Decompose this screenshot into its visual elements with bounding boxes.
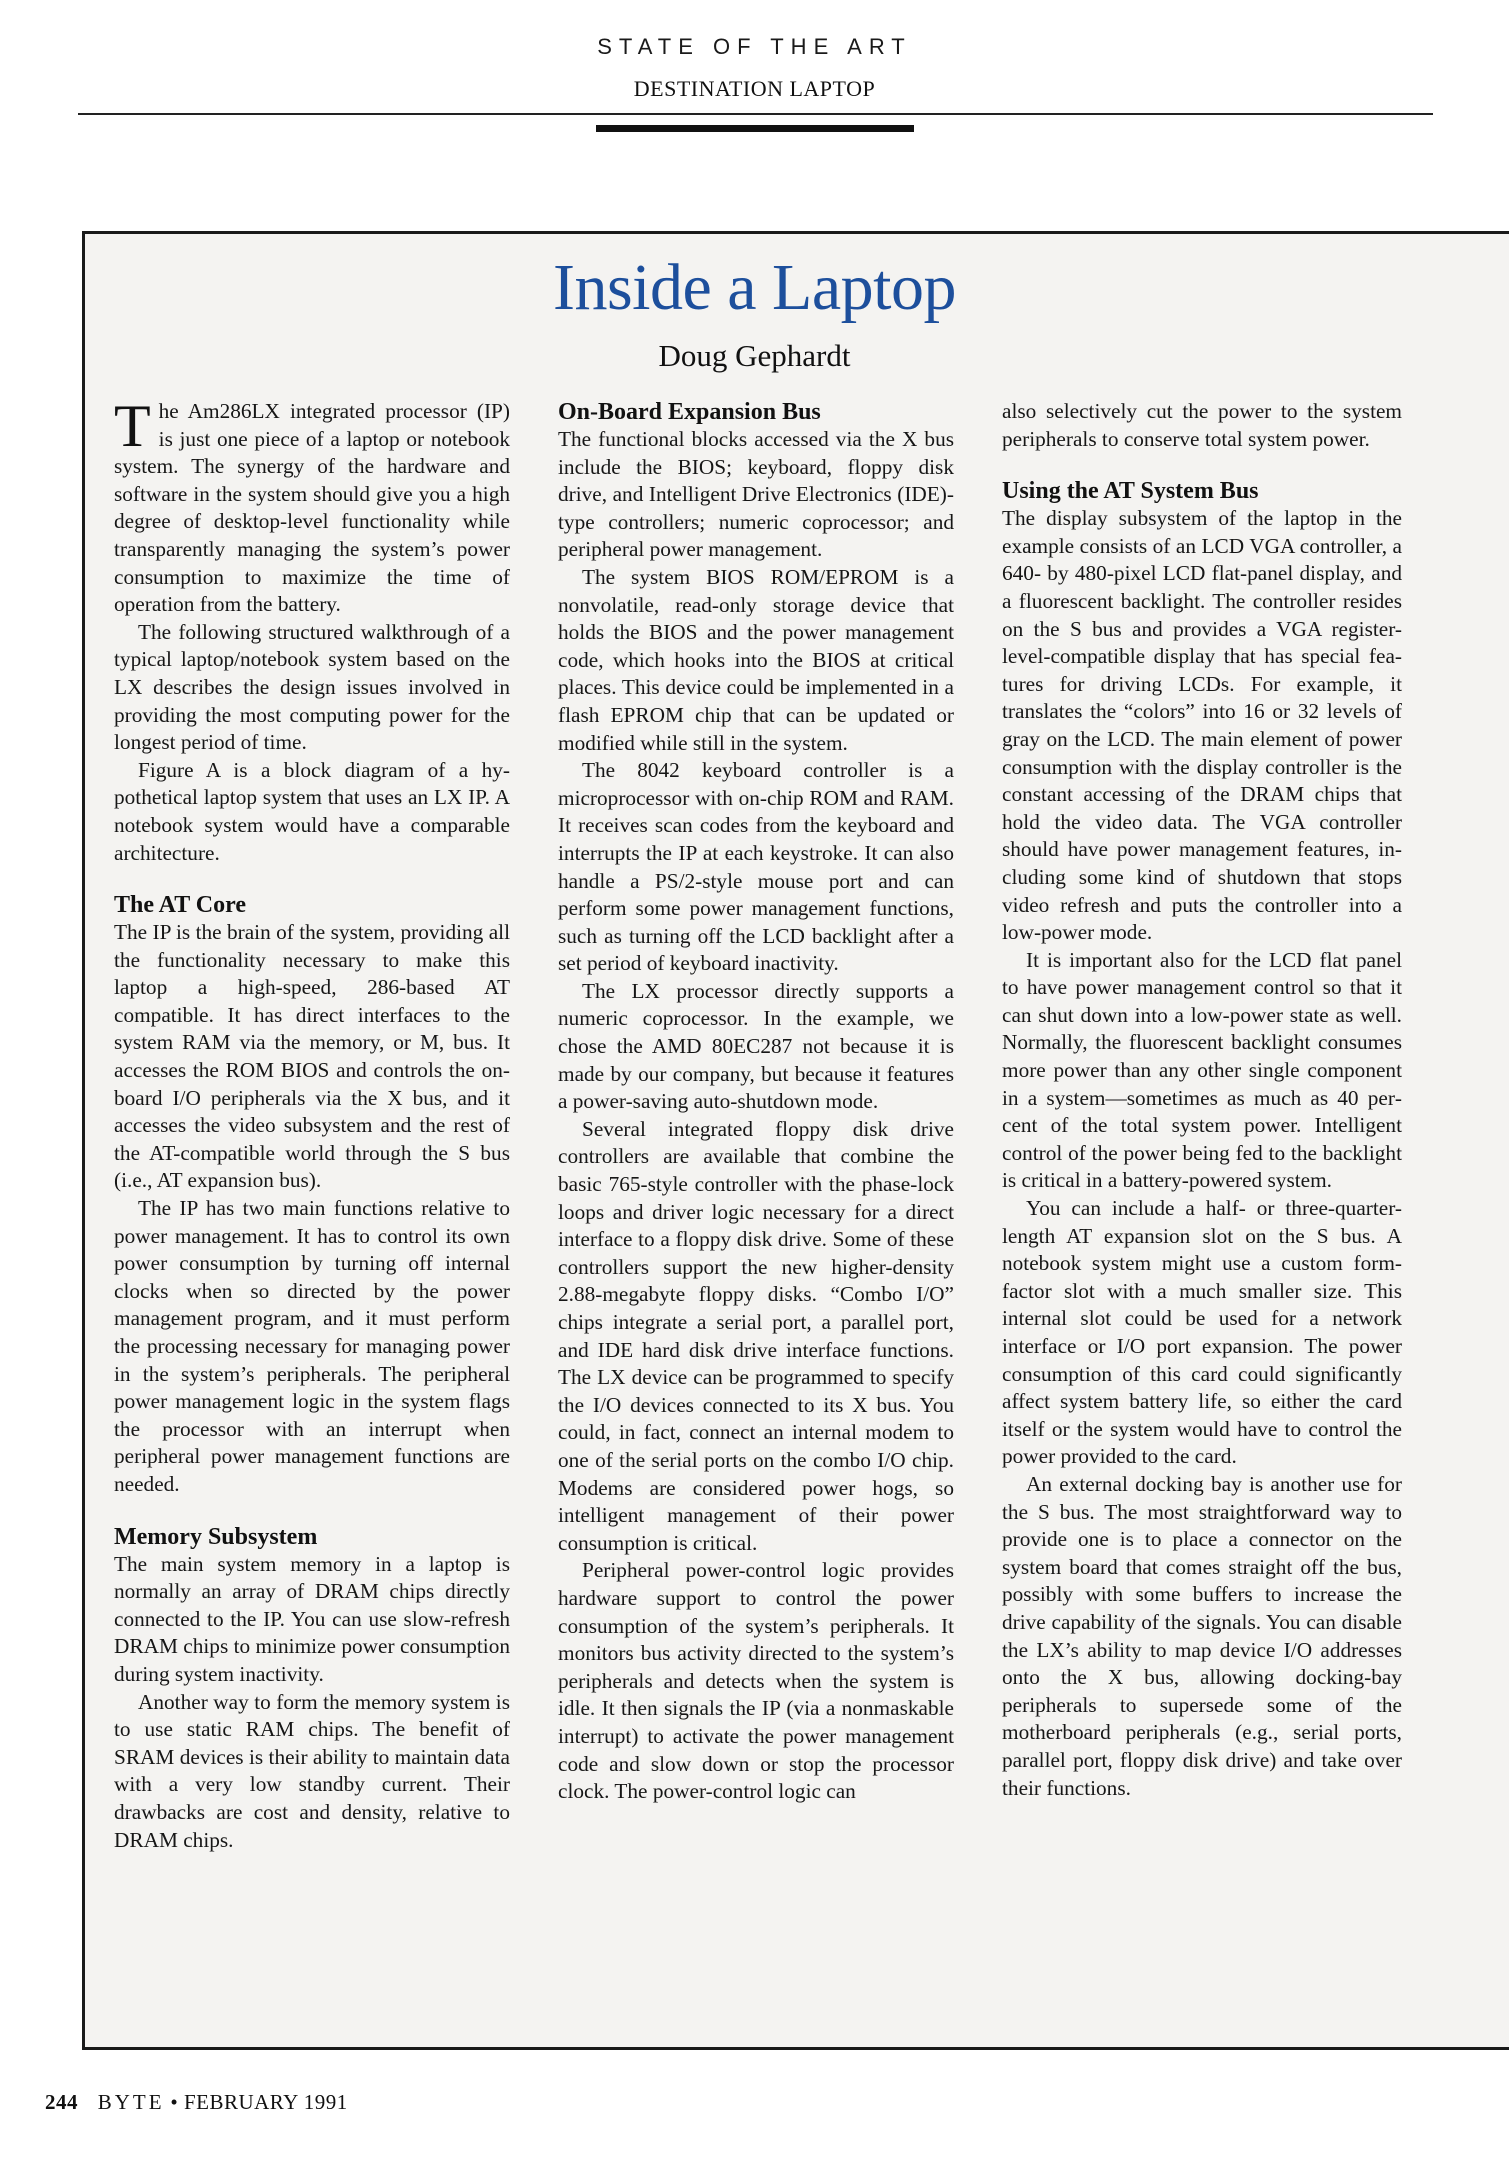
header-bar bbox=[596, 125, 914, 132]
expansion-paragraph-4: The LX processor directly supports a numeric coprocessor. In the example, we chose the AMD 80EC287 not because it is made by our company, but because it features a power-saving auto-shutdown mode. bbox=[558, 978, 954, 1114]
at-core-paragraph-1: The IP is the brain of the system, providing all the functionality necessary to make this laptop a high-speed, 286-based AT compatible. It has direct interfaces to the system RAM via the memory, or M, bus. It accesses the ROM BIOS and controls the on-board I/O peripherals via the X bus, and it accesses the video subsystem and the rest of the AT-compatible world through the S bus (i.e., AT expansion bus). bbox=[114, 920, 510, 1193]
section-head: DESTINATION LAPTOP bbox=[633, 76, 876, 101]
memory-paragraph-1: The main system memory in a laptop is normally an array of DRAM chips directly connected to the IP. You can use slow-refresh DRAM chips to minimize power consumption during system inactivity. bbox=[114, 1551, 510, 1686]
expansion-paragraph-3: The 8042 keyboard controller is a microprocessor with on-chip ROM and RAM. It receives scan codes from the keyboard and interrupts the IP at each keystroke. It can also handle a PS/2-style mouse port and can perform some power management functions, such as turning off the LCD backlight after a set period of keyboard inactivity. bbox=[558, 758, 954, 976]
magazine-name: BYTE bbox=[97, 2090, 165, 2114]
header-rule bbox=[78, 113, 1433, 115]
at-core-paragraph-2: The IP has two main functions relative to power management. It has to control its own power consumption by turning off internal clocks when so directed by the power management program, and it must perform the processing necessary for managing power in the system’s peripherals. The peripheral power management logic in the system flags the processor with an interrupt when peripheral power management functions are needed. bbox=[114, 1196, 510, 1496]
column-2 bbox=[558, 398, 954, 1806]
expansion-paragraph-5: Several integrated floppy disk drive controllers are available that combine the basic 765-style controller with the phase-lock loops and driver logic necessary for a direct interface to a floppy disk drive. Some of these controllers support the new higher-density 2.88-megabyte floppy disks. “Combo I/O” chips integrate a serial port, a parallel port, and IDE hard disk drive interface functions. The LX device can be programmed to specify the I/O devices connected to its X bus. You could, in fact, connect an internal modem to one of the serial ports on the combo I/O chip. Modems are considered power hogs, so intelligent management of their power consumption is critical. bbox=[558, 1116, 954, 1555]
memory-paragraph-2: Another way to form the memory system is to use static RAM chips. The benefit of SRAM devices is their ability to maintain data with a very low standby current. Their drawbacks are cost and density, relative to DRAM chips. bbox=[114, 1689, 510, 1852]
column-1 bbox=[114, 393, 510, 1854]
page-number: 244 bbox=[45, 2090, 78, 2114]
subhead-at-core: The AT Core bbox=[114, 892, 247, 919]
at-bus-paragraph-2: It is important also for the LCD flat panel to have power management control so that it can shut down into a low-power state as well. Normally, the fluorescent backlight consumes more power than any other single component in a system—sometimes as much as 40 percent of the total system power. Intelligent control of the power being fed to the backlight is critical in a battery-powered system. bbox=[1002, 947, 1402, 1193]
drop-cap: T bbox=[114, 393, 151, 459]
issue-date: FEBRUARY 1991 bbox=[183, 2090, 348, 2114]
running-head: STATE OF THE ART bbox=[597, 34, 912, 59]
article-title: Inside a Laptop bbox=[552, 251, 957, 324]
at-bus-paragraph-1: The display subsystem of the laptop in the example consists of an LCD VGA controller, a 640- by 480-pixel LCD flat-panel display, and a fluorescent backlight. The controller resides on the S bus and provides a VGA register-level-compatible display that has special features for driving LCDs. For example, it translates the “colors” into 16 or 32 levels of gray on the LCD. The main element of power consumption with the display controller is the constant accessing of the DRAM chips that hold the video data. The VGA controller should have power management features, including some kind of shutdown that stops video refresh and puts the controller into a low-power mode. bbox=[1002, 506, 1402, 945]
folio-bullet: • bbox=[170, 2090, 179, 2114]
expansion-paragraph-2: The system BIOS ROM/EPROM is a nonvolatile, read-only storage device that holds the BIOS and the power management code, which hooks into the BIOS at critical places. This device could be implemented in a flash EPROM chip that can be updated or modified while still in the system. bbox=[558, 564, 954, 755]
expansion-paragraph-1: The functional blocks accessed via the X bus include the BIOS; keyboard, floppy disk drive, and Intelligent Drive Electronics (IDE)-type controllers; numeric coprocessor; and peripheral power management. bbox=[558, 427, 954, 562]
at-bus-paragraph-4: An external docking bay is another use for the S bus. The most straightforward way to provide one is to place a connector on the system board that comes straight off the bus, possibly with some buffers to increase the drive capability of the signals. You can disable the LX’s ability to map device I/O addresses onto the X bus, allowing docking-bay peripherals to supersede some of the motherboard peripherals (e.g., serial ports, parallel port, floppy disk drive) and take over their functions. bbox=[1002, 1471, 1402, 1800]
intro-paragraph-1: The Am286LX integrated processor (IP) is just one piece of a laptop or notebook system. The synergy of the hardware and software in the system should give you a high degree of desktop-level functionality while transparently managing the system’s power consumption to maximize the time of operation from the battery. bbox=[114, 393, 510, 617]
folio bbox=[45, 2090, 348, 2115]
intro-paragraph-3: Figure A is a block diagram of a hypothetical laptop system that uses an LX IP. A notebook system would have a comparable architecture. bbox=[114, 757, 510, 865]
subhead-expansion-bus: On-Board Expansion Bus bbox=[558, 399, 821, 425]
column-3-lead: also selectively cut the power to the system peripherals to conserve total system power. bbox=[1002, 399, 1402, 451]
at-bus-paragraph-3: You can include a half- or three-quarter-length AT expansion slot on the S bus. A notebook system might use a custom form-factor slot with a much smaller size. This internal slot could be used for a network interface or I/O port expansion. The power consumption of this card could significantly affect system battery life, so either the card itself or the system would have to control the power provided to the card. bbox=[1002, 1196, 1402, 1469]
subhead-at-system-bus: Using the AT System Bus bbox=[1002, 478, 1259, 505]
expansion-paragraph-6: Peripheral power-control logic provides hardware support to control the power consumption of the system’s peripherals. It monitors bus activity directed to the system’s peripherals and detects when the system is idle. It then signals the IP (via a nonmaskable interrupt) to activate the power management code and slow down or stop the processor clock. The power-control logic can bbox=[558, 1558, 954, 1804]
subhead-memory: Memory Subsystem bbox=[114, 1523, 318, 1550]
byline: Doug Gephardt bbox=[658, 338, 851, 373]
column-3 bbox=[1002, 398, 1402, 1802]
intro-paragraph-2: The following structured walkthrough of a typical laptop/notebook system based on the LX describes the design issues involved in providing the most computing power for the longest period of time. bbox=[114, 619, 510, 755]
